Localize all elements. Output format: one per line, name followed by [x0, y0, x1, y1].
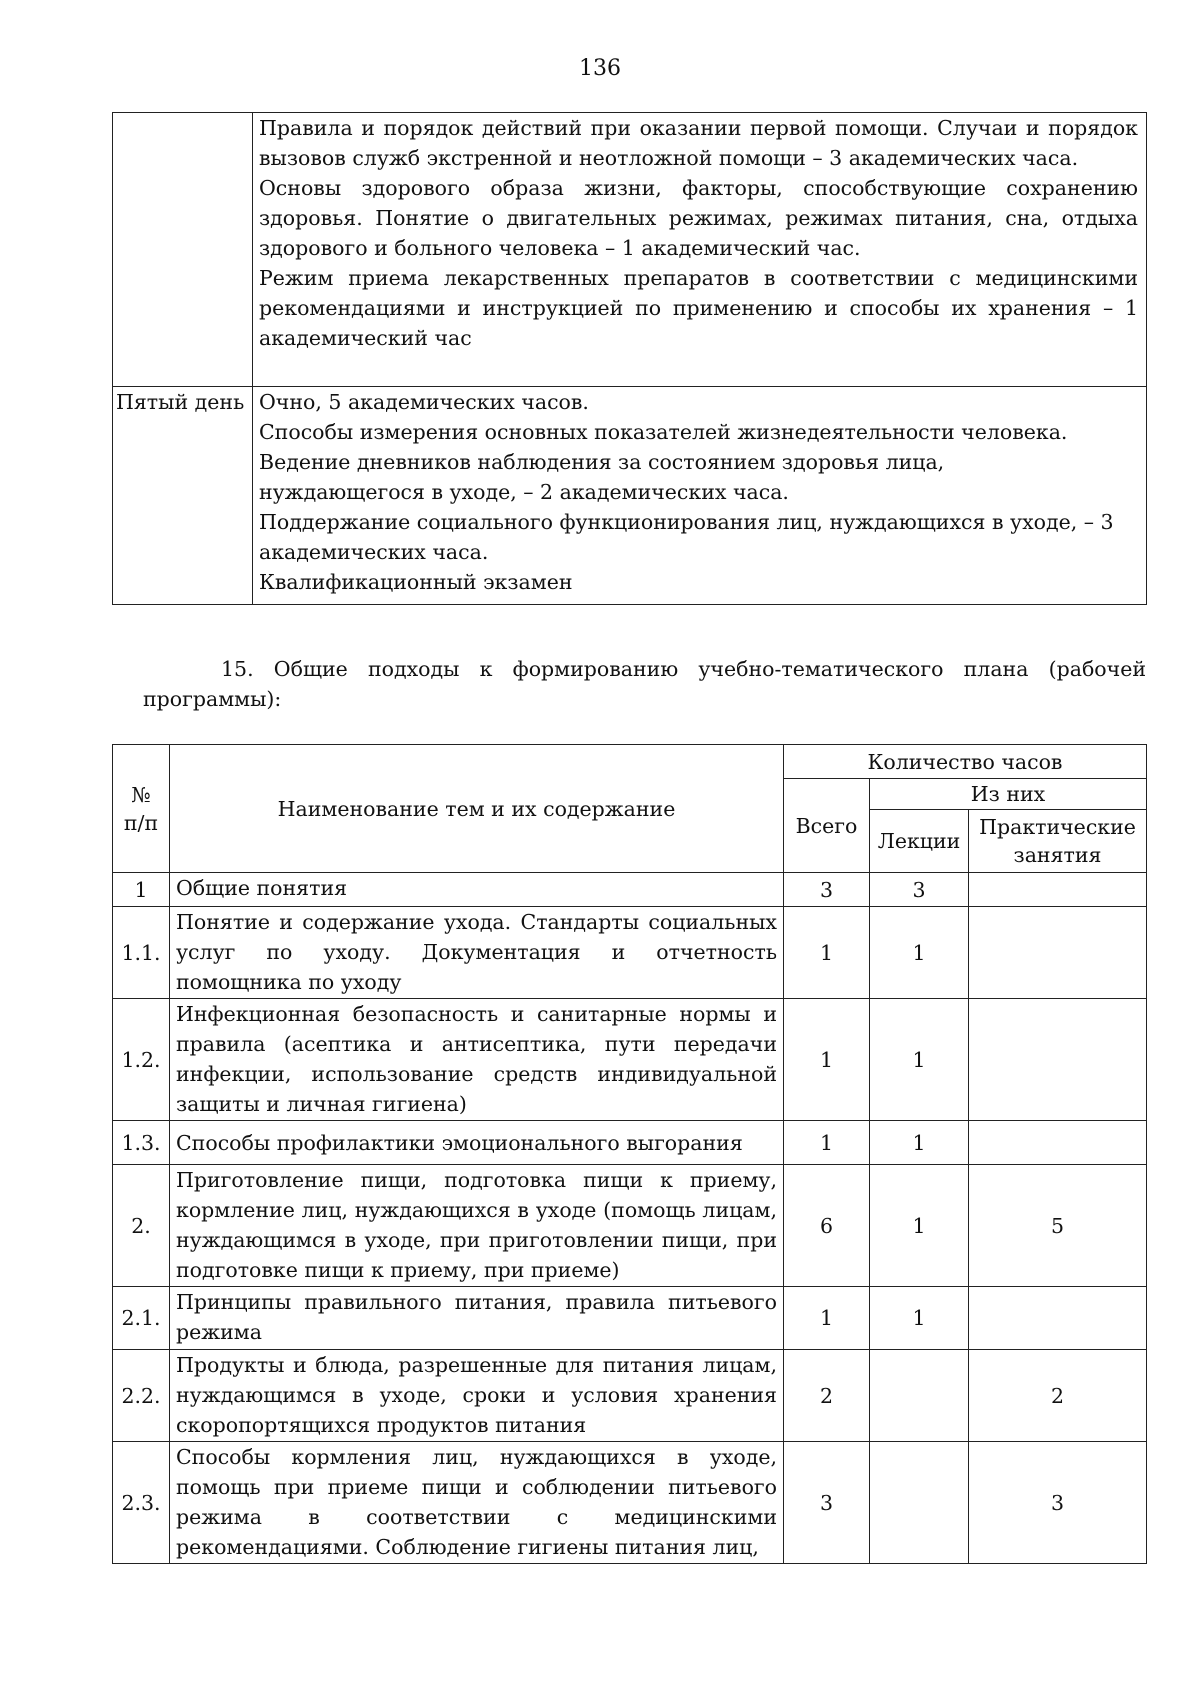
schedule-row — [113, 113, 1147, 387]
header-of-them: Из них — [870, 779, 1147, 810]
row-number: 1.2. — [113, 999, 170, 1121]
row-number: 2.3. — [113, 1442, 170, 1564]
schedule-row — [113, 387, 1147, 605]
schedule-item: Ведение дневников наблюдения за состоянием здоровья лица, нуждающегося в уходе, – 2 академических часа. — [259, 450, 945, 504]
row-lectures: 1 — [870, 999, 969, 1121]
schedule-item: Поддержание социального функционирования лиц, нуждающихся в уходе, – 3 академических часа. — [259, 510, 1114, 564]
row-practical: 3 — [969, 1442, 1147, 1564]
row-lectures: 1 — [870, 1287, 969, 1350]
schedule-content-cell — [253, 387, 1147, 605]
table-row — [113, 1121, 1147, 1165]
row-number: 1.3. — [113, 1121, 170, 1165]
table-row — [113, 1165, 1147, 1287]
table-row — [113, 1350, 1147, 1442]
row-lectures — [870, 1442, 969, 1564]
row-total: 6 — [784, 1165, 870, 1287]
row-name: Инфекционная безопасность и санитарные нормы и правила (асептика и антисептика, пути передачи инфекции, использование средств индивидуальной защиты и личная гигиена) — [170, 999, 784, 1121]
row-total: 1 — [784, 999, 870, 1121]
schedule-item: Способы измерения основных показателей жизнедеятельности человека. — [259, 420, 1068, 444]
header-name: Наименование тем и их содержание — [170, 745, 784, 873]
row-name: Продукты и блюда, разрешенные для питания лицам, нуждающимся в уходе, сроки и условия хранения скоропортящихся продуктов питания — [170, 1350, 784, 1442]
row-name: Способы кормления лиц, нуждающихся в уходе, помощь при приеме пищи и соблюдении питьевого режима в соответствии с медицинскими рекомендациями. Соблюдение гигиены питания лиц, — [170, 1442, 784, 1564]
row-total: 1 — [784, 907, 870, 999]
header-row — [113, 745, 1147, 779]
table-row — [113, 999, 1147, 1121]
row-lectures: 3 — [870, 873, 969, 907]
row-total: 3 — [784, 1442, 870, 1564]
row-name: Общие понятия — [170, 873, 784, 907]
row-total: 3 — [784, 873, 870, 907]
row-practical — [969, 1287, 1147, 1350]
schedule-item: Режим приема лекарственных препаратов в соответствии с медицинскими рекомендациями и инструкцией по применению и способы их хранения – 1 академический час — [259, 266, 1138, 350]
plan-table — [112, 744, 1147, 1564]
table-row — [113, 873, 1147, 907]
row-lectures: 1 — [870, 907, 969, 999]
page-number: 136 — [579, 56, 621, 81]
row-practical: 2 — [969, 1350, 1147, 1442]
row-name: Понятие и содержание ухода. Стандарты социальных услуг по уходу. Документация и отчетность помощника по уходу — [170, 907, 784, 999]
row-practical — [969, 999, 1147, 1121]
row-practical: 5 — [969, 1165, 1147, 1287]
schedule-table — [112, 112, 1147, 605]
row-name: Приготовление пищи, подготовка пищи к приему, кормление лиц, нуждающихся в уходе (помощь лицам, нуждающимся в уходе, при приготовлении пищи, при подготовке пищи к приему, при приеме) — [170, 1165, 784, 1287]
row-name: Способы профилактики эмоционального выгорания — [170, 1121, 784, 1165]
row-number: 2.2. — [113, 1350, 170, 1442]
row-number: 2.1. — [113, 1287, 170, 1350]
schedule-item: Основы здорового образа жизни, факторы, способствующие сохранению здоровья. Понятие о двигательных режимах, режимах питания, сна, отдыха здорового и больного человека – 1 академический час. — [259, 176, 1138, 260]
header-number: № п/п — [113, 745, 170, 873]
row-total: 1 — [784, 1287, 870, 1350]
row-number: 2. — [113, 1165, 170, 1287]
row-practical — [969, 873, 1147, 907]
schedule-day-cell: Пятый день — [113, 387, 253, 605]
schedule-item: Квалификационный экзамен — [259, 570, 573, 594]
schedule-content-cell — [253, 113, 1147, 387]
row-lectures — [870, 1350, 969, 1442]
table-row — [113, 907, 1147, 999]
table-row — [113, 1287, 1147, 1350]
row-lectures: 1 — [870, 1165, 969, 1287]
header-total: Всего — [784, 779, 870, 873]
row-number: 1.1. — [113, 907, 170, 999]
header-hours: Количество часов — [784, 745, 1147, 779]
schedule-item: Правила и порядок действий при оказании первой помощи. Случаи и порядок вызовов служб экстренной и неотложной помощи – 3 академических часа. — [259, 116, 1138, 170]
schedule-item: Очно, 5 академических часов. — [259, 390, 589, 414]
header-practical: Практические занятия — [969, 810, 1147, 873]
row-name: Принципы правильного питания, правила питьевого режима — [170, 1287, 784, 1350]
section-heading: 15. Общие подходы к формированию учебно-тематического плана (рабочей программы): — [143, 657, 1146, 711]
row-total: 2 — [784, 1350, 870, 1442]
table-row — [113, 1442, 1147, 1564]
row-total: 1 — [784, 1121, 870, 1165]
row-number: 1 — [113, 873, 170, 907]
row-lectures: 1 — [870, 1121, 969, 1165]
row-practical — [969, 1121, 1147, 1165]
schedule-day-cell — [113, 113, 253, 387]
header-lectures: Лекции — [870, 810, 969, 873]
row-practical — [969, 907, 1147, 999]
